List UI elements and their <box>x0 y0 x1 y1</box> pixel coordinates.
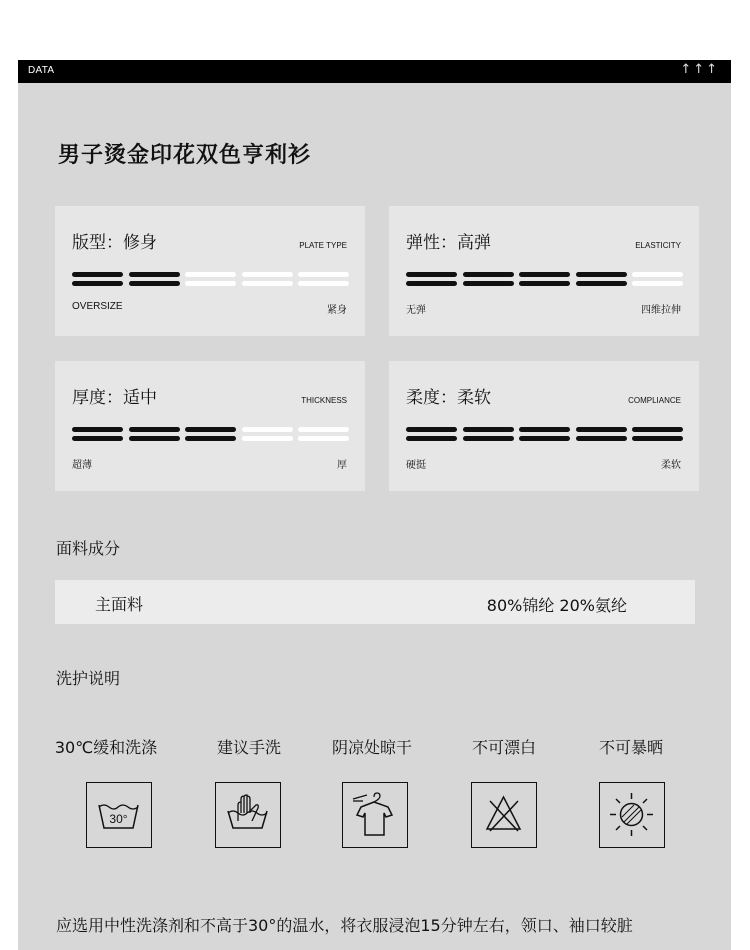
care-label-wash: 30℃缓和洗涤 <box>54 738 158 757</box>
level-bars <box>406 272 683 288</box>
card-subtitle: ELASTICITY <box>635 241 681 250</box>
softness-card <box>389 361 699 491</box>
card-subtitle: COMPLIANCE <box>628 396 681 405</box>
level-bar-filled <box>463 427 514 443</box>
scale-max-label: 柔软 <box>661 460 681 471</box>
card-title: 版型：修身 <box>72 233 157 253</box>
level-bar-filled <box>576 272 627 288</box>
level-bar-filled <box>406 272 457 288</box>
thickness-card <box>55 361 365 491</box>
wash-30-icon <box>86 782 152 848</box>
card-title: 厚度：适中 <box>72 388 157 408</box>
level-bar-empty <box>298 427 349 443</box>
care-label-bleach: 不可漂白 <box>471 738 536 757</box>
top-bar <box>18 60 731 83</box>
level-bars <box>72 427 349 443</box>
level-bar-filled <box>406 427 457 443</box>
fabric-key: 主面料 <box>95 595 144 614</box>
scale-max-label: 厚 <box>337 460 347 471</box>
fit-card <box>55 206 365 336</box>
scale-min-label: 超薄 <box>72 460 92 471</box>
level-bar-filled <box>519 272 570 288</box>
level-bar-empty <box>298 272 349 288</box>
care-label-sun: 不可暴晒 <box>598 738 663 757</box>
level-bar-empty <box>242 427 293 443</box>
level-bar-filled <box>185 427 236 443</box>
level-bar-empty <box>242 272 293 288</box>
card-title: 柔度：柔软 <box>406 388 491 408</box>
care-label-hand: 建议手洗 <box>216 738 281 757</box>
scale-max-label: 四维拉伸 <box>641 305 681 316</box>
hand-wash-icon <box>215 782 281 848</box>
level-bar-filled <box>463 272 514 288</box>
level-bar-filled <box>519 427 570 443</box>
wash-temp-text: 30° <box>109 812 128 826</box>
fabric-value: 80%锦纶 20%氨纶 <box>486 596 627 615</box>
elasticity-card <box>389 206 699 336</box>
level-bar-filled <box>129 272 180 288</box>
level-bar-filled <box>129 427 180 443</box>
scale-min-label: 硬挺 <box>406 460 426 471</box>
level-bars <box>72 272 349 288</box>
fabric-row <box>55 580 695 624</box>
care-heading: 洗护说明 <box>56 669 121 688</box>
scale-max-label: 紧身 <box>327 305 347 316</box>
level-bar-empty <box>185 272 236 288</box>
level-bar-filled <box>72 427 123 443</box>
scale-min-label: 无弹 <box>406 305 426 316</box>
no-bleach-icon <box>471 782 537 848</box>
care-label-dry: 阴凉处晾干 <box>331 738 412 757</box>
content-panel <box>18 83 731 950</box>
top-bar-label: DATA <box>28 65 55 76</box>
card-title: 弹性：高弹 <box>406 233 491 253</box>
hang-dry-shade-icon <box>342 782 408 848</box>
level-bars <box>406 427 683 443</box>
level-bar-empty <box>632 272 683 288</box>
level-bar-filled <box>72 272 123 288</box>
fabric-heading: 面料成分 <box>56 539 121 558</box>
level-bar-filled <box>632 427 683 443</box>
card-subtitle: THICKNESS <box>301 396 347 405</box>
no-sun-icon <box>599 782 665 848</box>
care-note: 应选用中性洗涤剂和不高于30°的温水，将衣服浸泡15分钟左右，领口、袖口较脏 <box>56 916 633 935</box>
level-bar-filled <box>576 427 627 443</box>
scale-min-label: OVERSIZE <box>72 301 123 312</box>
product-title: 男子烫金印花双色亨利衫 <box>58 143 312 168</box>
up-arrows-icon: ↑↑↑ <box>680 62 719 77</box>
card-subtitle: PLATE TYPE <box>299 241 347 250</box>
